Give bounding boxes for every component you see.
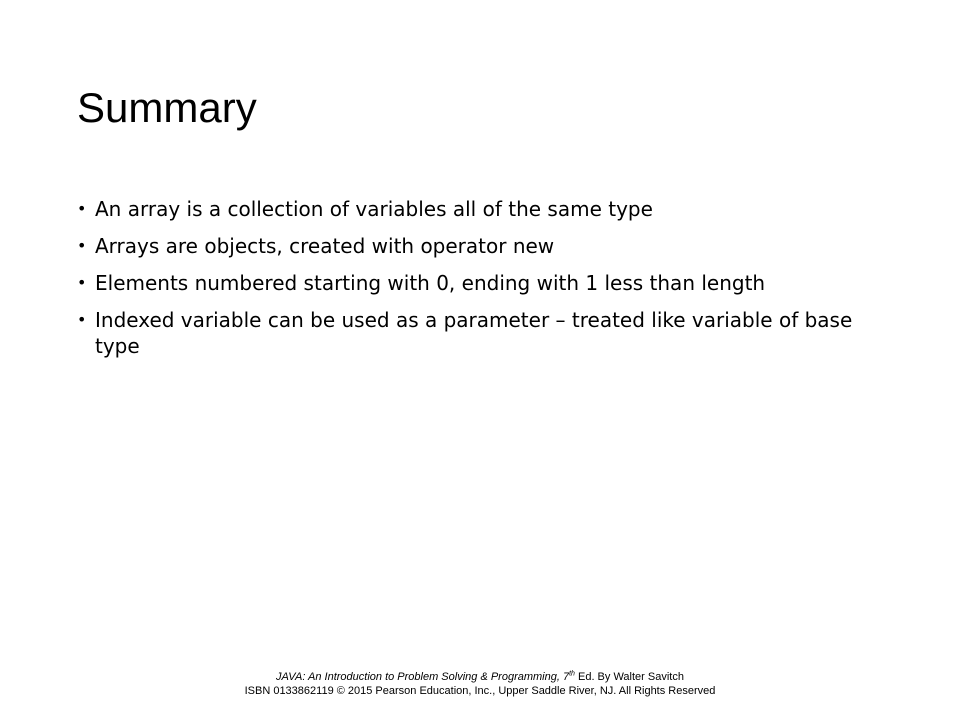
bullet-item — [77, 196, 897, 222]
bullet-text: An array is a collection of variables all of the same type — [95, 197, 653, 221]
bullet-item — [77, 233, 897, 259]
bullet-marker: • — [77, 199, 87, 218]
slide-title: Summary — [77, 84, 257, 131]
footer-copyright: ISBN 0133862119 © 2015 Pearson Education, Inc., Upper Saddle River, NJ. All Rights Reserved — [244, 685, 716, 697]
bullet-list — [77, 196, 897, 370]
bullet-marker: • — [77, 236, 87, 255]
footer-edition-suffix: th — [569, 670, 575, 678]
bullet-item — [77, 307, 897, 359]
bullet-marker: • — [77, 273, 87, 292]
footer-edition-rest: Ed. By Walter Savitch — [574, 671, 684, 683]
footer-book-line — [0, 670, 960, 684]
bullet-text: Arrays are objects, created with operator new — [95, 234, 555, 258]
footer-book-title: JAVA: An Introduction to Problem Solving & Programming, 7 — [276, 671, 570, 683]
footer — [0, 670, 960, 698]
bullet-item — [77, 270, 897, 296]
bullet-text: Indexed variable can be used as a parameter – treated like variable of base type — [95, 308, 853, 358]
bullet-text: Elements numbered starting with 0, ending with 1 less than length — [95, 271, 766, 295]
bullet-marker: • — [77, 310, 87, 329]
